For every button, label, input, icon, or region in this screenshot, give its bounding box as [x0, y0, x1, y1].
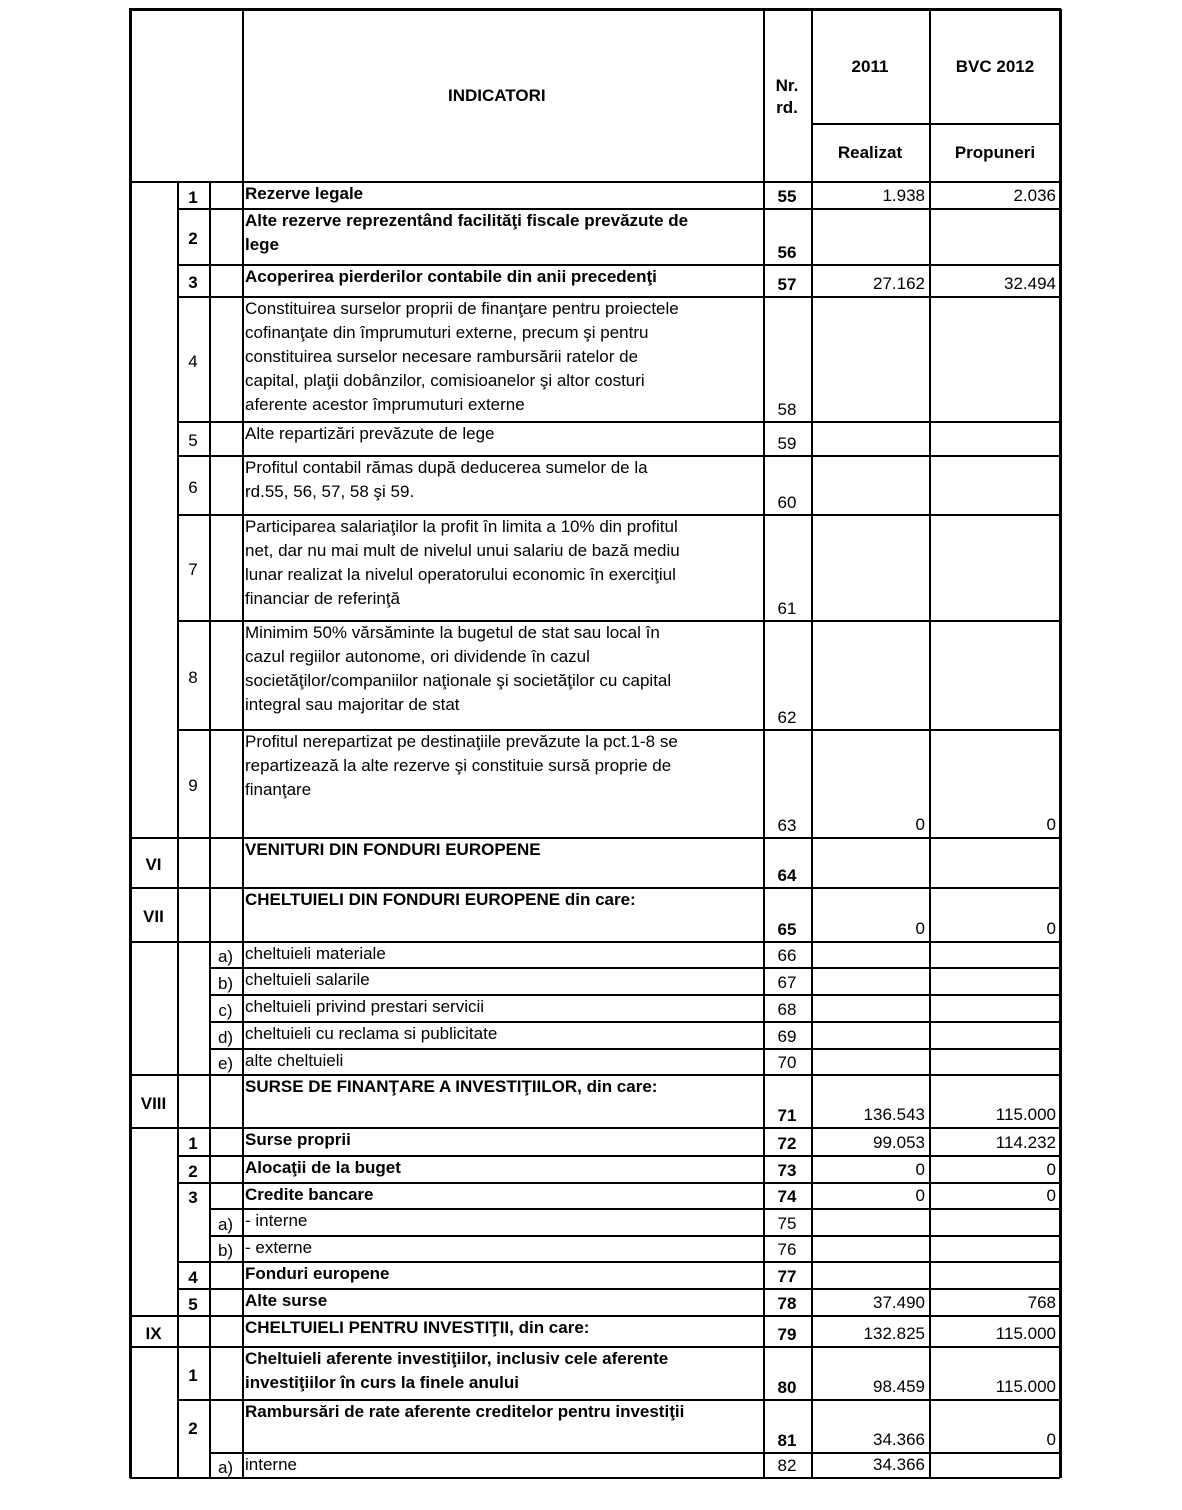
table-grid-line [242, 1183, 244, 1209]
indicator-label: interne [245, 1455, 297, 1474]
row-number: 2 [188, 1161, 198, 1181]
value-bvc-2012-propuneri: 115.000 [995, 1324, 1056, 1343]
table-grid-line [129, 8, 1061, 11]
indicator-label: financiar de referinţă [245, 589, 400, 608]
row-number: 5 [188, 1294, 198, 1314]
row-nr-rd: 68 [777, 1000, 797, 1019]
table-grid-line [242, 1209, 244, 1236]
indicator-label: investiţiilor în curs la finele anului [245, 1373, 519, 1392]
table-grid-line [811, 9, 813, 182]
indicator-label: Surse proprii [245, 1130, 351, 1149]
table-grid-line [242, 888, 244, 942]
table-grid-line [811, 1262, 813, 1289]
table-grid-line [811, 1236, 813, 1262]
indicator-label: Rezerve legale [245, 184, 364, 203]
table-grid-line [929, 9, 931, 182]
table-grid-line [209, 1183, 211, 1209]
table-grid-line [242, 1347, 244, 1400]
indicator-label: cazul regiilor autonome, ori dividende în cazul [245, 647, 590, 666]
row-number: 1 [188, 187, 198, 207]
value-2011-realizat: 1.938 [882, 186, 925, 205]
row-nr-rd: 59 [777, 434, 797, 453]
table-grid-line [929, 1049, 931, 1075]
indicator-label: Minimim 50% vărsăminte la bugetul de stat sau local în [245, 623, 660, 642]
row-number: 2 [188, 1418, 198, 1438]
value-2011-realizat: 34.366 [873, 1455, 925, 1474]
indicator-label: CHELTUIELI DIN FONDURI EUROPENE din care: [245, 890, 636, 909]
row-nr-rd: 74 [777, 1187, 797, 1206]
table-grid-line [209, 209, 211, 265]
table-grid-line [811, 995, 813, 1022]
table-grid-line [209, 1075, 211, 1128]
table-grid-line [209, 515, 211, 621]
value-bvc-2012-propuneri: 32.494 [1004, 274, 1056, 293]
table-grid-line [209, 1400, 211, 1453]
table-grid-line [929, 209, 931, 265]
row-section-label: IX [145, 1323, 162, 1343]
indicator-label: Acoperirea pierderilor contabile din anii precedenţi [245, 267, 657, 286]
header-indicatori: INDICATORI [448, 86, 546, 105]
indicator-label: - externe [245, 1238, 313, 1257]
row-letter: a) [217, 947, 234, 966]
table-grid-line [929, 422, 931, 456]
indicator-label: CHELTUIELI PENTRU INVESTIŢII, din care: [245, 1318, 590, 1337]
table-grid-line [209, 422, 211, 456]
table-grid-line [242, 1075, 244, 1128]
indicator-label: cofinanţate din împrumuturi externe, precum şi pentru [245, 323, 649, 342]
table-grid-line [242, 1453, 244, 1478]
indicator-label: SURSE DE FINANŢARE A INVESTIŢIILOR, din care: [245, 1077, 658, 1096]
row-nr-rd: 79 [777, 1325, 797, 1344]
row-letter: e) [217, 1054, 234, 1073]
row-section-label: VII [143, 907, 164, 926]
table-grid-line [177, 1453, 179, 1478]
table-grid-line [242, 1262, 244, 1289]
indicator-label: cheltuieli materiale [245, 944, 386, 963]
value-2011-realizat: 98.459 [873, 1377, 925, 1396]
table-grid-line [1059, 9, 1062, 1478]
row-nr-rd: 70 [777, 1053, 797, 1072]
table-grid-line [209, 838, 211, 888]
header-col-realizat: Realizat [837, 143, 903, 162]
table-grid-line [209, 1289, 211, 1316]
row-nr-rd: 75 [777, 1214, 797, 1233]
value-bvc-2012-propuneri: 0 [1046, 919, 1056, 938]
table-grid-line [811, 456, 813, 515]
indicator-label: cheltuieli cu reclama si publicitate [245, 1024, 498, 1043]
table-grid-line [929, 838, 931, 888]
table-grid-line [209, 456, 211, 515]
table-grid-line [811, 123, 1060, 125]
table-grid-line [811, 515, 813, 621]
table-grid-line [811, 1049, 813, 1075]
table-grid-line [811, 209, 813, 265]
table-grid-line [177, 1316, 179, 1347]
indicator-label: rd.55, 56, 57, 58 şi 59. [245, 482, 415, 501]
table-grid-line [209, 1156, 211, 1183]
indicator-label: finanţare [245, 780, 312, 799]
indicator-label: Participarea salariaţilor la profit în limita a 10% din profitul [245, 517, 678, 536]
row-nr-rd: 58 [777, 400, 797, 419]
value-bvc-2012-propuneri: 0 [1046, 1186, 1056, 1205]
value-2011-realizat: 136.543 [863, 1105, 925, 1124]
table-grid-line [242, 1400, 244, 1453]
table-grid-line [209, 1316, 211, 1347]
table-grid-line [929, 1262, 931, 1289]
table-grid-line [129, 9, 132, 1478]
table-grid-line [811, 422, 813, 456]
table-grid-line [242, 1156, 244, 1183]
value-bvc-2012-propuneri: 115.000 [995, 1105, 1056, 1124]
table-grid-line [209, 265, 211, 297]
table-grid-line [929, 968, 931, 995]
value-2011-realizat: 132.825 [863, 1324, 925, 1343]
value-2011-realizat: 0 [915, 919, 925, 938]
row-number: 7 [188, 560, 198, 579]
row-letter: a) [217, 1214, 234, 1234]
table-grid-line [242, 838, 244, 888]
row-letter: b) [217, 973, 234, 993]
indicator-label: Alocaţii de la buget [245, 1158, 401, 1177]
header-col-2011: 2011 [851, 57, 889, 76]
row-number: 6 [188, 477, 198, 497]
indicator-label: Constituirea surselor proprii de finanţare pentru proiectele [245, 299, 679, 318]
row-nr-rd: 66 [777, 946, 797, 965]
table-grid-line [811, 621, 813, 730]
indicator-label: VENITURI DIN FONDURI EUROPENE [245, 840, 541, 859]
table-grid-line [209, 182, 211, 209]
indicator-label: aferente acestor împrumuturi externe [245, 395, 525, 414]
indicator-label: cheltuieli salarile [245, 970, 370, 989]
indicator-label: Alte surse [245, 1291, 328, 1310]
indicator-label: lege [245, 235, 280, 254]
row-number: 5 [188, 431, 198, 450]
row-number: 4 [188, 1267, 198, 1287]
value-2011-realizat: 0 [915, 1160, 925, 1179]
table-grid-line [209, 1208, 1060, 1210]
table-grid-line [177, 1236, 179, 1262]
value-bvc-2012-propuneri: 0 [1046, 1160, 1056, 1179]
indicator-label: Alte repartizări prevăzute de lege [245, 424, 495, 443]
row-letter: b) [217, 1241, 234, 1260]
header-nr-rd-line2: rd. [776, 98, 798, 117]
value-bvc-2012-propuneri: 768 [1027, 1293, 1056, 1312]
table-grid-line [811, 838, 813, 888]
row-number: 3 [188, 273, 198, 292]
table-grid-line [177, 1022, 179, 1049]
row-nr-rd: 80 [777, 1378, 797, 1397]
indicator-label: cheltuieli privind prestari servicii [245, 997, 485, 1016]
indicator-label: Profitul nerepartizat pe destinaţiile prevăzute la pct.1-8 se [245, 732, 678, 751]
table-grid-line [242, 1049, 244, 1075]
table-grid-line [811, 1209, 813, 1236]
row-nr-rd: 64 [777, 866, 797, 885]
value-bvc-2012-propuneri: 0 [1046, 1430, 1056, 1449]
indicator-label: capital, plaţii dobânzilor, comisioanelor şi altor costuri [245, 371, 645, 390]
row-number: 4 [188, 351, 198, 371]
table-grid-line [209, 297, 211, 422]
table-grid-line [929, 515, 931, 621]
table-grid-line [242, 265, 244, 297]
indicator-label: Credite bancare [245, 1185, 374, 1204]
table-grid-line [811, 297, 813, 422]
table-grid-line [929, 1236, 931, 1262]
table-grid-line [177, 838, 179, 888]
row-nr-rd: 67 [777, 973, 797, 992]
table-grid-line [209, 730, 211, 838]
indicator-label: - interne [245, 1211, 308, 1230]
row-number: 1 [188, 1365, 198, 1385]
table-grid-line [242, 995, 244, 1022]
table-grid-line [929, 942, 931, 968]
table-grid-line [811, 942, 813, 968]
row-nr-rd: 72 [777, 1134, 797, 1153]
row-letter: c) [218, 1000, 233, 1020]
row-nr-rd: 57 [777, 275, 797, 294]
value-2011-realizat: 34.366 [873, 1430, 925, 1449]
table-grid-line [929, 456, 931, 515]
table-grid-line [811, 1022, 813, 1049]
table-grid-line [209, 621, 211, 730]
row-nr-rd: 78 [777, 1294, 797, 1313]
table-grid-line [242, 209, 244, 265]
row-number: 1 [188, 1134, 198, 1153]
value-2011-realizat: 27.162 [873, 274, 925, 293]
table-grid-line [209, 1347, 211, 1400]
row-nr-rd: 63 [777, 816, 797, 835]
table-grid-line [242, 515, 244, 621]
value-bvc-2012-propuneri: 0 [1046, 815, 1056, 834]
table-grid-line [209, 1262, 211, 1289]
row-letter: d) [217, 1027, 234, 1047]
table-grid-line [177, 1075, 179, 1128]
table-grid-line [242, 1022, 244, 1049]
row-nr-rd: 56 [777, 243, 797, 262]
row-number: 2 [188, 229, 198, 248]
row-nr-rd: 60 [777, 493, 797, 512]
table-grid-line [177, 942, 179, 968]
table-grid-line [929, 995, 931, 1022]
table-grid-line [242, 422, 244, 456]
table-grid-line [811, 968, 813, 995]
row-number: 3 [188, 1188, 198, 1207]
indicator-label: societăţilor/companiilor naţionale şi societăţilor cu capital [245, 671, 672, 690]
table-grid-line [242, 182, 244, 209]
table-grid-line [929, 1022, 931, 1049]
row-nr-rd: 77 [777, 1267, 797, 1286]
table-grid-line [177, 1049, 179, 1075]
indicator-label: integral sau majoritar de stat [245, 695, 460, 714]
table-grid-line [177, 968, 179, 995]
indicator-label: lunar realizat la nivelul operatorului economic în exerciţiul [245, 565, 676, 584]
indicator-label: constituirea surselor necesare rambursării ratelor de [245, 347, 639, 366]
table-grid-line [209, 1452, 1060, 1454]
table-grid-line [929, 621, 931, 730]
value-2011-realizat: 0 [915, 1186, 925, 1205]
table-grid-line [242, 621, 244, 730]
table-grid-line [763, 9, 765, 182]
table-grid-line [177, 888, 179, 942]
indicator-label: Cheltuieli aferente investiţiilor, inclusiv cele aferente [245, 1349, 669, 1368]
table-grid-line [242, 1236, 244, 1262]
table-grid-line [242, 942, 244, 968]
table-grid-line [242, 968, 244, 995]
indicator-label: Alte rezerve reprezentând facilităţi fiscale prevăzute de [245, 211, 689, 230]
row-section-label: VIII [140, 1093, 167, 1113]
table-grid-line [242, 730, 244, 838]
table-grid-line [929, 1453, 931, 1478]
header-col-bvc-2012: BVC 2012 [955, 57, 1035, 76]
table-grid-line [242, 1316, 244, 1347]
row-nr-rd: 62 [777, 708, 797, 727]
indicator-label: net, dar nu mai mult de nivelul unui salariu de bază mediu [245, 541, 680, 560]
table-grid-line [242, 297, 244, 422]
value-bvc-2012-propuneri: 2.036 [1013, 186, 1056, 205]
row-nr-rd: 65 [777, 920, 797, 939]
row-number: 8 [188, 667, 198, 687]
row-nr-rd: 71 [777, 1106, 797, 1125]
table-grid-line [242, 1289, 244, 1316]
header-nr-rd-line1: Nr. [775, 76, 799, 95]
value-2011-realizat: 0 [915, 815, 925, 834]
value-2011-realizat: 99.053 [873, 1133, 925, 1152]
indicator-label: repartizează la alte rezerve şi constituie sursă proprie de [245, 756, 672, 775]
table-grid-line [177, 1209, 179, 1236]
table-grid-line [209, 888, 211, 942]
table-grid-line [242, 9, 244, 182]
row-nr-rd: 69 [777, 1027, 797, 1046]
table-grid-line [929, 1209, 931, 1236]
row-number: 9 [188, 776, 198, 795]
value-bvc-2012-propuneri: 115.000 [995, 1377, 1056, 1396]
row-section-label: VI [145, 855, 162, 874]
row-nr-rd: 82 [777, 1456, 797, 1475]
table-grid-line [242, 456, 244, 515]
row-nr-rd: 76 [777, 1240, 797, 1259]
table-grid-line [209, 1235, 1060, 1237]
table-grid-line [209, 1128, 211, 1156]
indicator-label: Rambursări de rate aferente creditelor pentru investiţii [245, 1402, 685, 1421]
indicator-label: Fonduri europene [245, 1264, 390, 1283]
row-letter: a) [217, 1457, 234, 1477]
table-grid-line [130, 1477, 1060, 1479]
row-nr-rd: 61 [777, 599, 797, 618]
indicator-label: Profitul contabil rămas după deducerea sumelor de la [245, 458, 648, 477]
header-col-propuneri: Propuneri [954, 143, 1036, 162]
value-bvc-2012-propuneri: 114.232 [995, 1133, 1056, 1152]
table-grid-line [177, 995, 179, 1022]
row-nr-rd: 55 [777, 187, 797, 206]
value-2011-realizat: 37.490 [873, 1293, 925, 1312]
table-grid-line [929, 297, 931, 422]
row-nr-rd: 73 [777, 1161, 797, 1180]
table-grid-line [242, 1128, 244, 1156]
row-nr-rd: 81 [777, 1431, 797, 1450]
indicator-label: alte cheltuieli [245, 1051, 344, 1070]
